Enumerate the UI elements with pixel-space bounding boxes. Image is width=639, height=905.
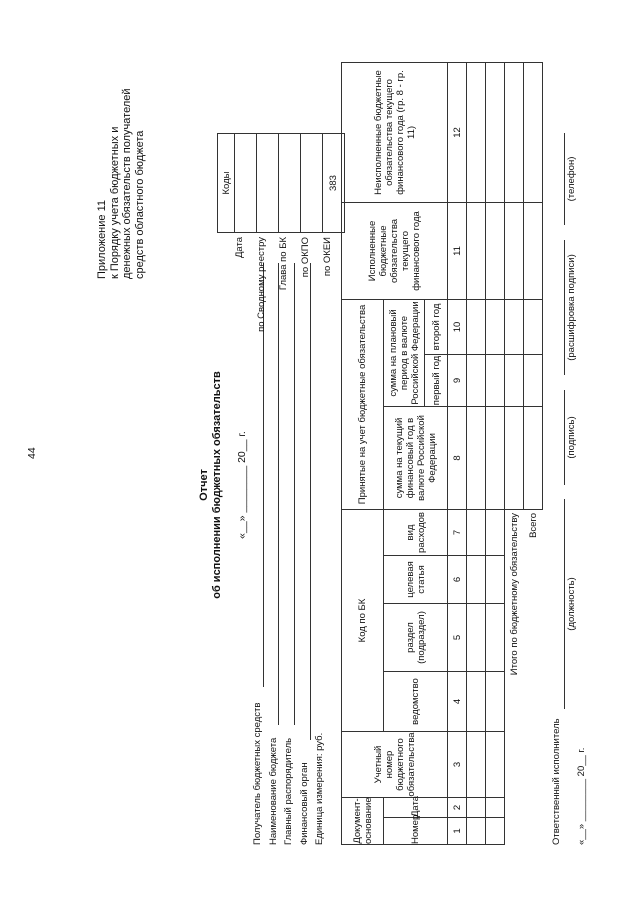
table-cell[interactable]: [486, 299, 505, 354]
col-number-5: 5: [448, 604, 467, 672]
total-cell[interactable]: [505, 299, 524, 354]
col-number-2: 2: [448, 798, 467, 818]
table-cell[interactable]: [486, 62, 505, 202]
code-label-date: Дата: [234, 237, 245, 259]
doc-basis-header: Документ-основание: [342, 798, 384, 845]
annex-line-3: денежных обязательств получателей: [121, 88, 133, 279]
table-cell[interactable]: [486, 509, 505, 555]
field-main-manager: Главный распорядитель: [283, 737, 294, 845]
second-year-header: второй год: [425, 299, 448, 354]
total-cell[interactable]: [524, 62, 543, 202]
total-row: [524, 62, 543, 844]
total-cell[interactable]: [524, 406, 543, 509]
col-number-12: 12: [448, 62, 467, 202]
phone-caption: (телефон): [566, 156, 577, 202]
col-number-3: 3: [448, 732, 467, 798]
title-line-2: об исполнении бюджетных обязательств: [210, 371, 223, 599]
table-cell[interactable]: [467, 556, 486, 604]
plan-period-header: сумма на плановый период в валюте Российской Федерации: [384, 299, 425, 406]
accepted-header: Принятые на учет бюджетные обязательства: [342, 299, 384, 509]
doc-date-header: Дата: [384, 798, 448, 818]
transcript-caption: (расшифровка подписи): [566, 254, 577, 361]
col-number-1: 1: [448, 818, 467, 845]
position-line[interactable]: [564, 499, 565, 709]
table-row: [486, 62, 505, 844]
table-cell[interactable]: [486, 354, 505, 406]
total-cell[interactable]: [524, 354, 543, 406]
current-year-sum-header: сумма на текущий финансовый год в валюте Российской Федерации: [384, 406, 448, 509]
table-cell[interactable]: [467, 354, 486, 406]
table-cell[interactable]: [486, 604, 505, 672]
bk-code-header: Код по БК: [342, 509, 384, 731]
doc-number-header: Номер: [384, 818, 448, 845]
total-cell[interactable]: [505, 62, 524, 202]
section-header: раздел (подраздел): [384, 604, 448, 672]
code-bk-cell[interactable]: [279, 134, 301, 233]
table-cell[interactable]: [467, 406, 486, 509]
total-cell[interactable]: [524, 299, 543, 354]
col-number-4: 4: [448, 672, 467, 732]
department-header: ведомство: [384, 672, 448, 732]
codes-header: Коды: [218, 134, 235, 233]
table-cell[interactable]: [467, 299, 486, 354]
total-by-obligation-label: Итого по бюджетному обязательству: [505, 509, 524, 844]
title-line-1: Отчет: [198, 469, 210, 501]
col-number-11: 11: [448, 202, 467, 299]
field-unit: Единица измерения: руб.: [314, 732, 325, 845]
table-cell[interactable]: [467, 818, 486, 845]
page-number: 44: [26, 447, 38, 459]
code-label-bk: Глава по БК: [278, 237, 289, 291]
col-number-7: 7: [448, 509, 467, 555]
responsible-label: Ответственный исполнитель: [551, 718, 562, 845]
header-fields: [250, 703, 328, 845]
col-number-8: 8: [448, 406, 467, 509]
codes-table: [217, 133, 345, 233]
unexecuted-header: Неисполненные бюджетные обязательства текущего финансового года (гр. 8 - гр. 11): [342, 62, 448, 202]
table-cell[interactable]: [486, 406, 505, 509]
code-label-registry: по Сводному реестру: [256, 237, 267, 332]
account-number-header: Учетный номер бюджетного обязательства: [342, 732, 448, 798]
table-cell[interactable]: [486, 798, 505, 818]
report-title: [198, 360, 223, 610]
table-cell[interactable]: [486, 556, 505, 604]
table-cell[interactable]: [467, 202, 486, 299]
table-row: [467, 62, 486, 844]
total-cell[interactable]: [505, 202, 524, 299]
table-cell[interactable]: [467, 62, 486, 202]
title-date: «__» ________ 20__ г.: [236, 431, 248, 539]
signature-caption: (подпись): [566, 416, 577, 459]
table-cell[interactable]: [467, 509, 486, 555]
obligations-table: [341, 62, 543, 845]
total-label: Всего: [524, 509, 543, 844]
annex-block: [96, 88, 146, 279]
code-label-okpo: по ОКПО: [300, 237, 311, 278]
target-article-header: целевая статья: [384, 556, 448, 604]
table-cell[interactable]: [467, 672, 486, 732]
code-okei-cell[interactable]: 383: [323, 134, 345, 233]
total-cell[interactable]: [524, 202, 543, 299]
table-cell[interactable]: [486, 202, 505, 299]
code-registry-cell[interactable]: [257, 134, 279, 233]
total-cell[interactable]: [505, 406, 524, 509]
table-cell[interactable]: [486, 732, 505, 798]
annex-line-1: Приложение 11: [96, 200, 108, 279]
first-year-header: первый год: [425, 354, 448, 406]
codes-labels: [229, 237, 339, 345]
footer-date: «__» ________ 20__ г.: [576, 747, 587, 845]
annex-line-2: к Порядку учета бюджетных и: [108, 126, 121, 279]
executed-header: Исполненные бюджетные обязательства текущего финансового года: [342, 202, 448, 299]
transcript-line[interactable]: [564, 240, 565, 375]
expense-type-header: вид расходов: [384, 509, 448, 555]
phone-line[interactable]: [564, 133, 565, 225]
annex-line-4: средств областного бюджета: [133, 130, 146, 279]
code-label-okei: по ОКЕИ: [322, 237, 333, 277]
table-cell[interactable]: [486, 672, 505, 732]
col-number-6: 6: [448, 556, 467, 604]
field-financial-body: Финансовый орган: [298, 762, 310, 845]
total-cell[interactable]: [505, 354, 524, 406]
col-number-9: 9: [448, 354, 467, 406]
table-cell[interactable]: [486, 818, 505, 845]
signature-line[interactable]: [564, 390, 565, 485]
code-date-cell[interactable]: [235, 134, 257, 233]
table-cell[interactable]: [467, 604, 486, 672]
field-recipient: Получатель бюджетных средств: [252, 702, 263, 845]
col-number-10: 10: [448, 299, 467, 354]
total-by-obligation-row: [505, 62, 524, 844]
table-cell[interactable]: [467, 732, 486, 798]
position-caption: (должность): [566, 577, 577, 631]
field-budget-name: Наименование бюджета: [267, 737, 279, 845]
code-okpo-cell[interactable]: [301, 134, 323, 233]
table-cell[interactable]: [467, 798, 486, 818]
